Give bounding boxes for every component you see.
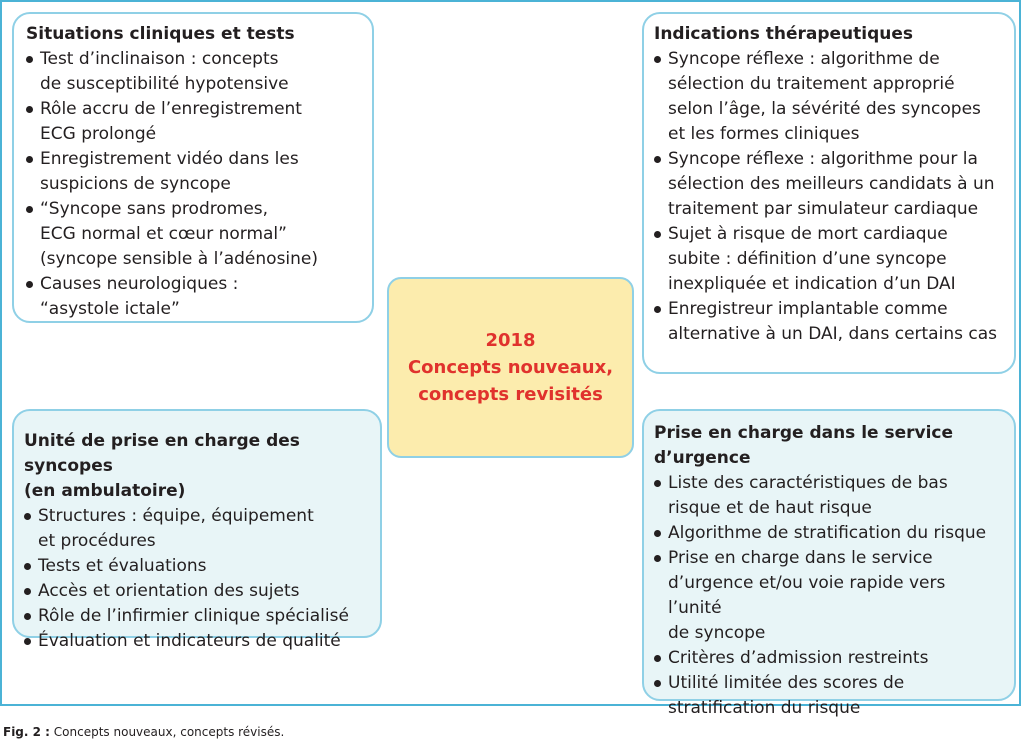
list-item-text: Test d’inclinaison : concepts de susceptibilité hypotensive xyxy=(40,49,289,94)
list-item xyxy=(26,47,360,97)
central-line-2: concepts revisités xyxy=(418,384,603,405)
list-item xyxy=(654,471,1004,521)
list-item xyxy=(24,629,370,654)
list-item-text: Enregistrement vidéo dans les suspicions de syncope xyxy=(40,149,299,194)
box-title: Indications thérapeutiques xyxy=(654,24,914,44)
list-item-text: Sujet à risque de mort cardiaque subite : définition d’une syncope inexpliquée et indication d’un DAI xyxy=(668,224,956,294)
figure-label: Fig. 2 : xyxy=(3,725,50,739)
bullet-icon xyxy=(654,530,661,537)
bullet-icon xyxy=(654,480,661,487)
list-item xyxy=(654,646,1004,671)
list-item-text: Liste des caractéristiques de bas risque et de haut risque xyxy=(668,473,948,518)
list-item xyxy=(654,147,1004,222)
bullet-icon xyxy=(654,555,661,562)
list-item-text: Structures : équipe, équipement et procédures xyxy=(38,506,314,551)
list-item xyxy=(26,147,360,197)
list-item xyxy=(654,521,1004,546)
figure-caption xyxy=(3,724,284,740)
central-year: 2018 xyxy=(485,330,536,351)
bullet-icon xyxy=(24,513,31,520)
list-item-text: Critères d’admission restreints xyxy=(668,648,929,668)
bullet-icon xyxy=(24,613,31,620)
list-item xyxy=(24,604,370,629)
list-item-text: Utilité limitée des scores de stratification du risque xyxy=(668,673,905,718)
item-list xyxy=(654,47,1004,347)
item-list xyxy=(24,504,370,654)
bullet-icon xyxy=(24,588,31,595)
central-line-1: Concepts nouveaux, xyxy=(407,357,614,378)
box-title: Unité de prise en charge des syncopes (en ambulatoire) xyxy=(24,431,300,501)
list-item-text: Causes neurologiques : “asystole ictale” xyxy=(40,274,239,319)
list-item xyxy=(654,546,1004,646)
list-item-text: Enregistreur implantable comme alternative à un DAI, dans certains cas xyxy=(668,299,997,344)
list-item-text: Syncope réflexe : algorithme de sélection du traitement approprié selon l’âge, la sévérité des syncopes et les formes cliniques xyxy=(668,49,981,144)
list-item-text: Rôle accru de l’enregistrement ECG prolongé xyxy=(40,99,302,144)
box-indications-therapeutiques xyxy=(642,12,1016,374)
box-unite-syncopes xyxy=(12,409,382,651)
item-list xyxy=(26,47,360,322)
bullet-icon xyxy=(654,306,661,313)
list-item xyxy=(654,297,1004,347)
bullet-icon xyxy=(26,156,33,163)
bullet-icon xyxy=(24,563,31,570)
list-item-text: Accès et orientation des sujets xyxy=(38,581,300,601)
list-item-text: Syncope réflexe : algorithme pour la sélection des meilleurs candidats à un traitement par simulateur cardiaque xyxy=(668,149,995,219)
list-item xyxy=(24,579,370,604)
bullet-icon xyxy=(654,156,661,163)
list-item-text: “Syncope sans prodromes, ECG normal et cœur normal” (syncope sensible à l’adénosine) xyxy=(40,199,319,269)
item-list xyxy=(654,471,1004,721)
list-item xyxy=(26,197,360,272)
bullet-icon xyxy=(26,281,33,288)
list-item xyxy=(654,47,1004,147)
list-item-text: Rôle de l’infirmier clinique spécialisé xyxy=(38,606,349,626)
bullet-icon xyxy=(24,638,31,645)
bullet-icon xyxy=(654,655,661,662)
box-service-urgence xyxy=(642,409,1016,718)
bullet-icon xyxy=(26,56,33,63)
box-situations-cliniques xyxy=(12,12,374,323)
box-title: Situations cliniques et tests xyxy=(26,24,295,44)
list-item-text: Évaluation et indicateurs de qualité xyxy=(38,631,341,651)
bullet-icon xyxy=(654,56,661,63)
list-item-text: Algorithme de stratification du risque xyxy=(668,523,987,543)
list-item xyxy=(24,554,370,579)
central-concept xyxy=(387,277,634,458)
bullet-icon xyxy=(26,106,33,113)
bullet-icon xyxy=(26,206,33,213)
list-item-text: Prise en charge dans le service d’urgence et/ou voie rapide vers l’unité de syncope xyxy=(668,548,946,643)
box-title: Prise en charge dans le service d’urgence xyxy=(654,423,954,468)
list-item xyxy=(654,671,1004,721)
list-item xyxy=(654,222,1004,297)
bullet-icon xyxy=(654,231,661,238)
list-item xyxy=(26,97,360,147)
bullet-icon xyxy=(654,680,661,687)
list-item-text: Tests et évaluations xyxy=(38,556,207,576)
figure-caption-text: Concepts nouveaux, concepts révisés. xyxy=(53,725,285,739)
list-item xyxy=(26,272,360,322)
list-item xyxy=(24,504,370,554)
